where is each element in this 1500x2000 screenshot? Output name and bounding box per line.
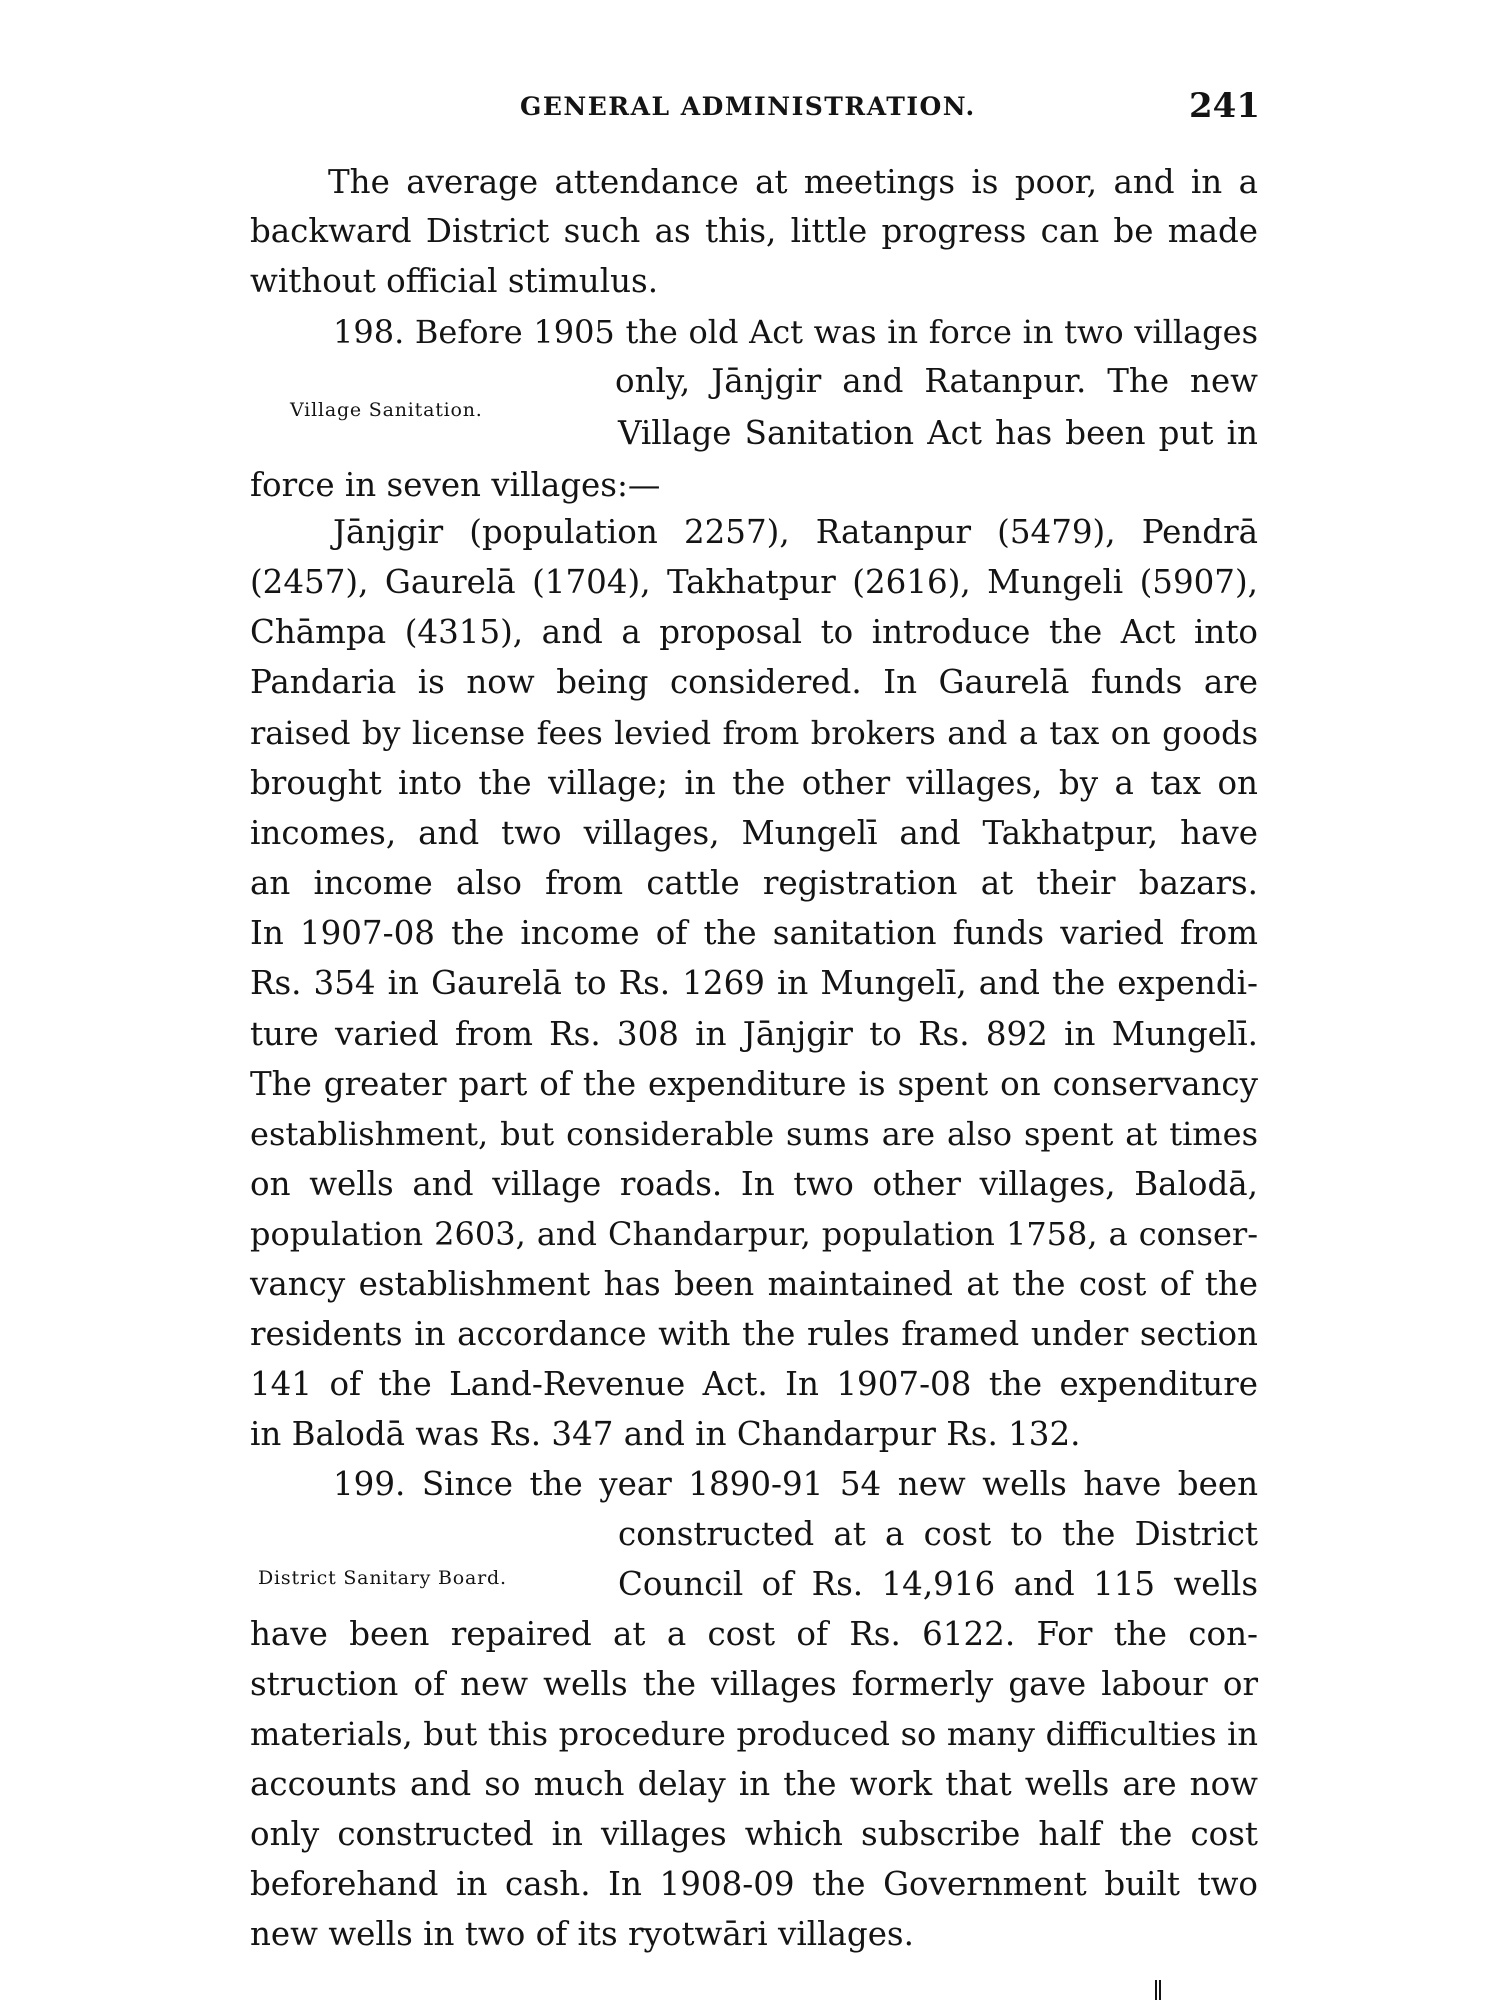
text-line: brought into the village; in the other villages, by a tax on xyxy=(250,764,1258,802)
text-line: 198. Before 1905 the old Act was in force in two villages xyxy=(333,313,1258,351)
text-line: vancy establishment has been maintained at the cost of the xyxy=(250,1265,1258,1303)
text-line: in Balodā was Rs. 347 and in Chandarpur Rs. 132. xyxy=(250,1415,1081,1453)
text-line: Rs. 354 in Gaurelā to Rs. 1269 in Mungelī, and the expendi- xyxy=(250,964,1258,1002)
text-line: without official stimulus. xyxy=(250,262,659,300)
text-line: The greater part of the expenditure is spent on conservancy xyxy=(250,1065,1258,1103)
text-line: Council of Rs. 14,916 and 115 wells xyxy=(618,1565,1258,1603)
text-line: on wells and village roads. In two other villages, Balodā, xyxy=(250,1165,1258,1203)
text-line: In 1907-08 the income of the sanitation funds varied from xyxy=(250,914,1258,952)
text-line: beforehand in cash. In 1908-09 the Government built two xyxy=(250,1865,1258,1903)
text-line: 141 of the Land-Revenue Act. In 1907-08 the expenditure xyxy=(250,1365,1258,1403)
text-line: force in seven villages:— xyxy=(250,466,661,504)
text-line: only, Jānjgir and Ratanpur. The new xyxy=(615,362,1258,400)
text-line: establishment, but considerable sums are also spent at times xyxy=(250,1115,1258,1153)
page-number: 241 xyxy=(1189,86,1260,126)
text-line: residents in accordance with the rules framed under section xyxy=(250,1315,1258,1353)
text-line: Jānjgir (population 2257), Ratanpur (5479), Pendrā xyxy=(333,513,1258,551)
running-title: GENERAL ADMINISTRATION. xyxy=(520,92,976,121)
text-line: only constructed in villages which subscribe half the cost xyxy=(250,1815,1258,1853)
margin-note-district-sanitary-board: District Sanitary Board. xyxy=(258,1567,507,1589)
text-line: new wells in two of its ryotwāri villages. xyxy=(250,1915,914,1953)
text-line: Village Sanitation Act has been put in xyxy=(618,414,1258,452)
signature-mark xyxy=(1155,1980,1161,2000)
text-line: population 2603, and Chandarpur, population 1758, a conser- xyxy=(250,1215,1258,1253)
margin-note-village-sanitation: Village Sanitation. xyxy=(290,399,483,421)
text-line: an income also from cattle registration at their bazars. xyxy=(250,864,1258,902)
text-line: struction of new wells the villages formerly gave labour or xyxy=(250,1665,1258,1703)
text-line: have been repaired at a cost of Rs. 6122. For the con- xyxy=(250,1615,1258,1653)
text-line: accounts and so much delay in the work that wells are now xyxy=(250,1765,1258,1803)
text-line: incomes, and two villages, Mungelī and Takhatpur, have xyxy=(250,814,1258,852)
text-line: 199. Since the year 1890-91 54 new wells have been xyxy=(333,1465,1258,1503)
text-line: constructed at a cost to the District xyxy=(618,1515,1258,1553)
text-line: ture varied from Rs. 308 in Jānjgir to Rs. 892 in Mungelī. xyxy=(250,1015,1258,1053)
text-line: Chāmpa (4315), and a proposal to introduce the Act into xyxy=(250,613,1258,651)
text-line: Pandaria is now being considered. In Gaurelā funds are xyxy=(250,663,1258,701)
text-line: backward District such as this, little progress can be made xyxy=(250,212,1258,250)
text-line: raised by license fees levied from brokers and a tax on goods xyxy=(250,714,1258,752)
text-line: The average attendance at meetings is poor, and in a xyxy=(328,163,1258,201)
text-line: (2457), Gaurelā (1704), Takhatpur (2616), Mungeli (5907), xyxy=(250,563,1258,601)
text-line: materials, but this procedure produced so many difficulties in xyxy=(250,1715,1258,1753)
running-head xyxy=(250,86,1260,132)
